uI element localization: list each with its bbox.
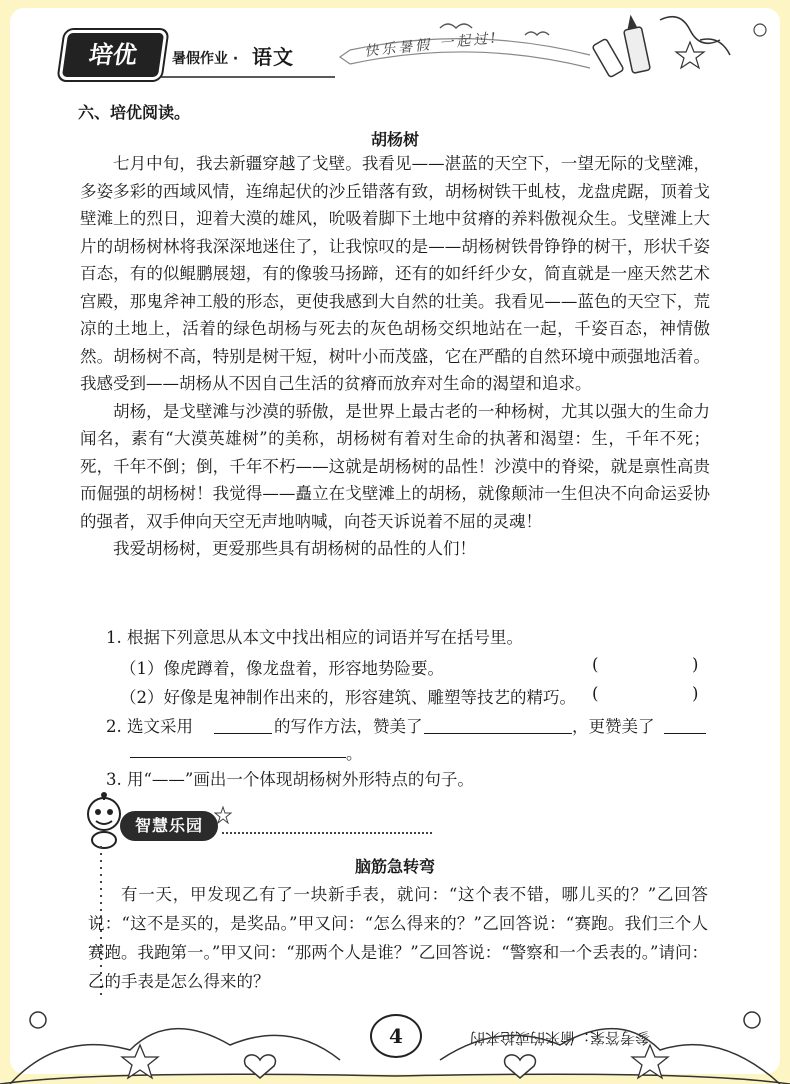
upside-down-answer: 参考答案：偷来的或抢来的 [470, 1029, 651, 1047]
question-1-2: （2）好像是鬼神制作出来的，形容建筑、雕塑等技艺的精巧。 [120, 688, 576, 707]
answer-paren-close: ) [692, 655, 699, 674]
dotted-divider [222, 832, 432, 834]
bird-icon [525, 32, 549, 35]
star-icon [214, 806, 232, 824]
subject-label: 语文 [252, 45, 294, 69]
question-1-1: （1）像虎蹲着，像龙盘着，形容地势险要。 [120, 659, 444, 678]
question-2-part-c: ，更赞美了 [572, 717, 655, 736]
answer-blank[interactable] [214, 733, 272, 734]
answer-paren-close: ) [692, 684, 699, 703]
page-number: 4 [370, 1014, 422, 1058]
answer-paren-open: ( [592, 655, 599, 674]
riddle-passage [88, 880, 708, 996]
brand-logo: 培优 [58, 30, 167, 80]
question-2-part-b: 的写作方法，赞美了 [274, 717, 423, 736]
bird-icon [440, 24, 472, 28]
answer-blank[interactable] [424, 733, 572, 734]
section-title: 六、培优阅读。 [78, 103, 191, 122]
star-icon [676, 42, 704, 68]
question-2-part-a: 2. 选文采用 [106, 717, 193, 736]
riddle-title: 脑筋急转弯 [354, 857, 435, 876]
riddle-text: 有一天，甲发现乙有了一块新手表，就问：“这个表不错，哪儿买的？”乙回答说：“这不是买的，是奖品。”甲又问：“怎么得来的？”乙回答说：“赛跑。我们三个人赛跑。我跑第一。”甲又问：“那两个人是谁？”乙回答说：“警察和一个丢表的。”请问：乙的手表是怎么得来的？ [88, 885, 708, 991]
article-paragraph: 我爱胡杨树，更爱那些具有胡杨树的品性的人们！ [113, 539, 476, 558]
pencil-icon [592, 38, 624, 77]
header [0, 0, 790, 100]
question-1: 1. 根据下列意思从本文中找出相应的词语并写在括号里。 [106, 628, 523, 647]
answer-blank[interactable] [664, 733, 706, 734]
answer-paren-open: ( [592, 684, 599, 703]
article-passage [80, 150, 710, 563]
pencil-icon [624, 14, 651, 74]
question-2-end: 。 [346, 744, 363, 763]
series-title: 暑假作业 · [172, 51, 239, 67]
article-title: 胡杨树 [370, 130, 419, 149]
article-paragraph: 七月中旬，我去新疆穿越了戈壁。我看见——湛蓝的天空下，一望无际的戈壁滩，多姿多彩的西域风情，连绵起伏的沙丘错落有致，胡杨树铁干虬枝，龙盘虎踞，顶着戈壁滩上的烈日，迎着大漠的雄风，吮吸着脚下土地中贫瘠的养料傲视众生。戈壁滩上大片的胡杨树林将我深深地迷住了，让我惊叹的是——胡杨树铁骨铮铮的树干，形状千姿百态，有的似鲲鹏展翅，有的像骏马扬蹄，还有的如纤纤少女，简直就是一座天然艺术宫殿，那鬼斧神工般的形态，更使我感到大自然的壮美。我看见——蓝色的天空下，荒凉的土地上，活着的绿色胡杨与死去的灰色胡杨交织地站在一起，千姿百态，神情傲然。胡杨树不高，特别是树干短，树叶小而茂盛，它在严酷的自然环境中顽强地活着。我感受到——胡杨从不因自己生活的贫瘠而放弃对生命的渴望和追求。 [80, 154, 710, 393]
bonus-badge: 智慧乐园 [120, 811, 218, 841]
question-3: 3. 用“——”画出一个体现胡杨树外形特点的句子。 [106, 770, 474, 789]
slogan: 快乐暑假 一起过! [363, 29, 500, 61]
answer-blank[interactable] [130, 757, 346, 758]
article-paragraph: 胡杨，是戈壁滩与沙漠的骄傲，是世界上最古老的一种杨树，尤其以强大的生命力闻名，素有“大漠英雄树”的美称，胡杨树有着对生命的执著和渴望：生，千年不死；死，千年不倒；倒，千年不朽——这就是胡杨树的品性！沙漠中的脊梁，就是禀性高贵而倔强的胡杨树！我觉得——矗立在戈壁滩上的胡杨，就像颠沛一生但决不向命运妥协的强者，双手伸向天空无声地呐喊，向苍天诉说着不屈的灵魂！ [80, 401, 710, 531]
